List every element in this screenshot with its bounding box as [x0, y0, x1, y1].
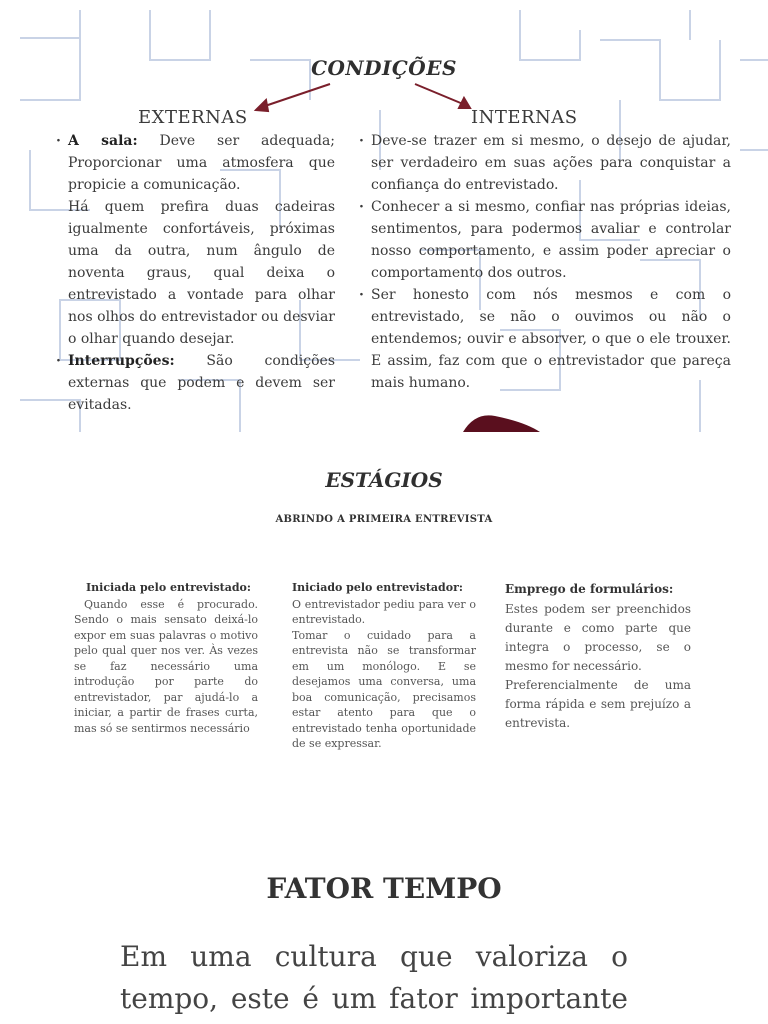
internas-item: · Ser honesto com nós mesmos e com o entrevistado, se não o ouvimos ou não o entendemos; ouvir e absorver, o que o ele trouxer. E assim, faz com que o entrevistador que pareça mais humano.	[371, 284, 731, 394]
column-paragraph: Preferencialmente de uma forma rápida e sem prejuízo a entrevista.	[505, 678, 691, 730]
column-paragraph: Quando esse é procurado. Sendo o mais sensato deixá-lo expor em suas palavras o motivo pelo qual quer nos ver. Às vezes se faz necessário uma introdução por parte do entrevistador, par ajudá-lo a iniciar, a partir de frases curta, mas só se sentirmos necessário	[74, 597, 258, 735]
column-paragraph: Estes podem ser preenchidos durante e como parte que integra o processo, se o mesmo for necessário.	[505, 602, 691, 673]
estagios-section	[0, 432, 768, 832]
estagios-subtitle: ABRINDO A PRIMEIRA ENTREVISTA	[275, 514, 493, 525]
column-paragraph: Tomar o cuidado para a entrevista não se transformar em um monólogo. E se desejamos uma conversa, uma boa comunicação, precisamos estar atento para que o entrevistado tenha oportunidade de se expressar.	[292, 628, 476, 750]
column-heading: Emprego de formulários:	[505, 582, 674, 596]
decorative-shape	[455, 410, 545, 432]
arrow-right-line	[415, 84, 463, 104]
condicoes-title: CONDIÇÕES	[311, 56, 457, 80]
column-heading: Iniciado pelo entrevistador:	[292, 581, 463, 594]
internas-item: · Conhecer a si mesmo, confiar nas próprias ideias, sentimentos, para podermos avaliar e controlar nosso comportamento, e assim poder apreciar o comportamento dos outros.	[371, 196, 731, 284]
estagios-title: ESTÁGIOS	[325, 468, 443, 492]
externas-item-cadeiras	[68, 196, 335, 350]
estagio-column-entrevistador	[292, 580, 476, 752]
internas-column	[371, 130, 731, 394]
item-text: São condições externas que podem e devem ser evitadas.	[68, 353, 335, 413]
arrow-right-icon	[459, 98, 470, 108]
condicoes-section	[0, 0, 768, 432]
item-text: Deve ser adequada; Proporcionar uma atmosfera que propicie a comunicação.	[68, 133, 336, 193]
estagio-column-formularios	[505, 580, 691, 733]
externas-heading: EXTERNAS	[138, 107, 248, 128]
item-label: Interrupções:	[68, 353, 175, 369]
column-paragraph: O entrevistador pediu para ver o entrevistado.	[292, 597, 476, 626]
fator-tempo-text: Em uma cultura que valoriza o tempo, este é um fator importante	[120, 940, 628, 1015]
externas-item-interrupcoes	[68, 350, 335, 416]
item-label: A sala:	[68, 133, 138, 149]
arrow-left-line	[262, 84, 330, 107]
item-text: Há quem prefira duas cadeiras igualmente confortáveis, próximas uma da outra, num ângulo de noventa graus, qual deixa o entrevistado a vontade para olhar nos olhos do entrevistador ou desviar o olhar quando desejar.	[68, 199, 335, 347]
externas-item-sala	[68, 130, 335, 196]
externas-column	[68, 130, 335, 416]
estagio-column-entrevistado	[74, 580, 258, 736]
fator-tempo-title: FATOR TEMPO	[266, 872, 502, 905]
arrow-left-icon	[256, 100, 268, 111]
fator-tempo-section	[0, 832, 768, 1024]
column-heading: Iniciada pelo entrevistado:	[86, 581, 251, 594]
internas-heading: INTERNAS	[471, 107, 578, 128]
internas-item: · Deve-se trazer em si mesmo, o desejo de ajudar, ser verdadeiro em suas ações para conquistar a confiança do entrevistado.	[371, 130, 731, 196]
